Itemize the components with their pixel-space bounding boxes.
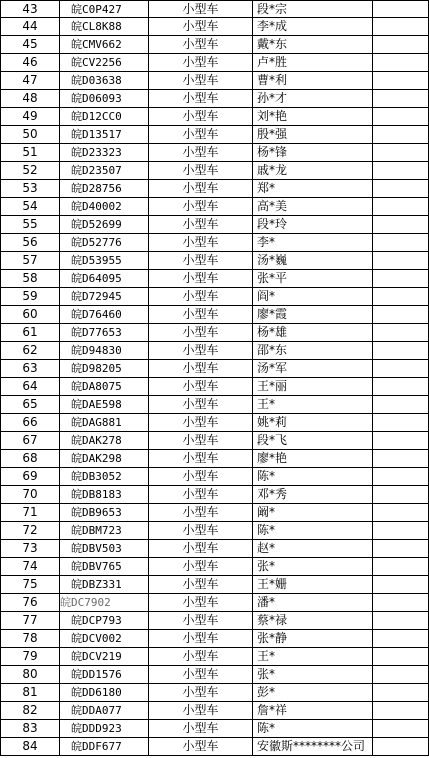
vehicle-type: 小型车 [148, 450, 253, 467]
table-row [0, 144, 429, 162]
owner-name: 杨*雄 [253, 324, 373, 341]
row-number: 46 [0, 54, 60, 71]
owner-name: 孙*才 [253, 90, 373, 107]
vehicle-type: 小型车 [148, 648, 253, 665]
empty-cell [373, 144, 429, 161]
row-number: 50 [0, 126, 60, 143]
empty-cell [373, 666, 429, 683]
empty-cell [373, 126, 429, 143]
owner-name: 卢*胜 [253, 54, 373, 71]
table-row [0, 594, 429, 612]
table-row [0, 252, 429, 270]
table-row [0, 666, 429, 684]
vehicle-type: 小型车 [148, 630, 253, 647]
table-row [0, 234, 429, 252]
plate-number: 皖D98205 [71, 362, 122, 375]
row-number: 53 [0, 180, 60, 197]
plate-number: 皖DAK298 [71, 452, 122, 465]
owner-name: 安徽斯********公司 [253, 738, 373, 755]
vehicle-type: 小型车 [148, 36, 253, 53]
owner-name: 张* [253, 558, 373, 575]
empty-cell [373, 432, 429, 449]
empty-cell [373, 576, 429, 593]
table-row [0, 162, 429, 180]
plate-number: 皖DB9653 [71, 506, 122, 519]
row-number: 68 [0, 450, 60, 467]
row-number: 77 [0, 612, 60, 629]
plate-number: 皖DDF677 [71, 740, 122, 753]
vehicle-type: 小型车 [148, 234, 253, 251]
table-row [0, 432, 429, 450]
owner-name: 邓*秀 [253, 486, 373, 503]
plate-number: 皖D76460 [71, 308, 122, 321]
empty-cell [373, 324, 429, 341]
owner-name: 陈* [253, 720, 373, 737]
plate-number: 皖D52699 [71, 218, 122, 231]
empty-cell [373, 216, 429, 233]
owner-name: 陈* [253, 468, 373, 485]
row-number: 76 [0, 594, 60, 611]
empty-cell [373, 72, 429, 89]
empty-cell [373, 630, 429, 647]
table-row [0, 288, 429, 306]
empty-cell [373, 558, 429, 575]
table-row [0, 270, 429, 288]
owner-name: 阎* [253, 288, 373, 305]
row-number: 54 [0, 198, 60, 215]
table-row [0, 576, 429, 594]
vehicle-type: 小型车 [148, 1, 253, 18]
plate-number: 皖DBZ331 [71, 578, 122, 591]
owner-name: 王* [253, 396, 373, 413]
vehicle-type: 小型车 [148, 360, 253, 377]
table-row [0, 324, 429, 342]
owner-name: 邵*东 [253, 342, 373, 359]
vehicle-type: 小型车 [148, 558, 253, 575]
table-row [0, 468, 429, 486]
plate-number: 皖D23323 [71, 146, 122, 159]
empty-cell [373, 396, 429, 413]
empty-cell [373, 378, 429, 395]
plate-number: 皖DBV765 [71, 560, 122, 573]
row-number: 69 [0, 468, 60, 485]
row-number: 44 [0, 18, 60, 35]
table-row [0, 414, 429, 432]
owner-name: 段*飞 [253, 432, 373, 449]
owner-name: 殷*强 [253, 126, 373, 143]
empty-cell [373, 720, 429, 737]
table-row [0, 648, 429, 666]
row-number: 81 [0, 684, 60, 701]
vehicle-type: 小型车 [148, 18, 253, 35]
owner-name: 汤*军 [253, 360, 373, 377]
table-row [0, 342, 429, 360]
empty-cell [373, 360, 429, 377]
empty-cell [373, 414, 429, 431]
vehicle-type: 小型车 [148, 612, 253, 629]
row-number: 78 [0, 630, 60, 647]
plate-number: 皖CV2256 [71, 56, 122, 69]
table-row [0, 702, 429, 720]
table-row [0, 108, 429, 126]
owner-name: 廖*霞 [253, 306, 373, 323]
owner-name: 李* [253, 234, 373, 251]
row-number: 57 [0, 252, 60, 269]
vehicle-type: 小型车 [148, 54, 253, 71]
vehicle-type: 小型车 [148, 522, 253, 539]
row-number: 48 [0, 90, 60, 107]
plate-number: 皖DBM723 [71, 524, 122, 537]
table-row [0, 306, 429, 324]
owner-name: 阚* [253, 504, 373, 521]
vehicle-type: 小型车 [148, 684, 253, 701]
owner-name: 段*宗 [253, 1, 373, 18]
owner-name: 张*平 [253, 270, 373, 287]
empty-cell [373, 108, 429, 125]
table-row [0, 198, 429, 216]
vehicle-type: 小型车 [148, 198, 253, 215]
owner-name: 詹*祥 [253, 702, 373, 719]
row-number: 61 [0, 324, 60, 341]
table-row [0, 522, 429, 540]
row-number: 62 [0, 342, 60, 359]
vehicle-type: 小型车 [148, 486, 253, 503]
table-row [0, 720, 429, 738]
plate-number: 皖DA8075 [71, 380, 122, 393]
owner-name: 张* [253, 666, 373, 683]
table-row [0, 504, 429, 522]
row-number: 70 [0, 486, 60, 503]
row-number: 84 [0, 738, 60, 755]
table-row [0, 558, 429, 576]
plate-number: 皖D03638 [71, 74, 122, 87]
plate-number: 皖DDD923 [71, 722, 122, 735]
row-number: 73 [0, 540, 60, 557]
plate-number: 皖D94830 [71, 344, 122, 357]
owner-name: 汤*巍 [253, 252, 373, 269]
row-number: 66 [0, 414, 60, 431]
table-row [0, 378, 429, 396]
empty-cell [373, 594, 429, 611]
vehicle-type: 小型车 [148, 288, 253, 305]
vehicle-type: 小型车 [148, 324, 253, 341]
table-row [0, 684, 429, 702]
row-number: 56 [0, 234, 60, 251]
vehicle-type: 小型车 [148, 252, 253, 269]
vehicle-type: 小型车 [148, 738, 253, 755]
vehicle-type: 小型车 [148, 432, 253, 449]
table-row [0, 126, 429, 144]
table-row [0, 360, 429, 378]
table-row [0, 396, 429, 414]
empty-cell [373, 306, 429, 323]
vehicle-type: 小型车 [148, 396, 253, 413]
row-number: 64 [0, 378, 60, 395]
row-number: 55 [0, 216, 60, 233]
row-number: 83 [0, 720, 60, 737]
plate-number: 皖CMV662 [71, 38, 122, 51]
row-number: 47 [0, 72, 60, 89]
row-number: 82 [0, 702, 60, 719]
empty-cell [373, 612, 429, 629]
owner-name: 王* [253, 648, 373, 665]
plate-number: 皖DD1576 [71, 668, 122, 681]
vehicle-type: 小型车 [148, 540, 253, 557]
plate-number: 皖D12CC0 [71, 110, 122, 123]
row-number: 72 [0, 522, 60, 539]
plate-number: 皖DD6180 [71, 686, 122, 699]
vehicle-type: 小型车 [148, 666, 253, 683]
empty-cell [373, 1, 429, 18]
empty-cell [373, 198, 429, 215]
row-number: 59 [0, 288, 60, 305]
table-row [0, 36, 429, 54]
empty-cell [373, 486, 429, 503]
plate-number: 皖DCV002 [71, 632, 122, 645]
owner-name: 杨*锋 [253, 144, 373, 161]
plate-number: 皖DAK278 [71, 434, 122, 447]
plate-number: 皖DAE598 [71, 398, 122, 411]
row-number: 79 [0, 648, 60, 665]
row-number: 71 [0, 504, 60, 521]
owner-name: 潘* [253, 594, 373, 611]
vehicle-type: 小型车 [148, 90, 253, 107]
row-number: 75 [0, 576, 60, 593]
plate-number: 皖DB3052 [71, 470, 122, 483]
owner-name: 赵* [253, 540, 373, 557]
row-number: 63 [0, 360, 60, 377]
empty-cell [373, 684, 429, 701]
row-number: 49 [0, 108, 60, 125]
plate-number: 皖DCP793 [71, 614, 122, 627]
row-number: 65 [0, 396, 60, 413]
empty-cell [373, 90, 429, 107]
empty-cell [373, 270, 429, 287]
owner-name: 王*丽 [253, 378, 373, 395]
owner-name: 彭* [253, 684, 373, 701]
empty-cell [373, 540, 429, 557]
plate-number: 皖D23507 [71, 164, 122, 177]
empty-cell [373, 180, 429, 197]
plate-number: 皖DDA077 [71, 704, 122, 717]
vehicle-type: 小型车 [148, 162, 253, 179]
empty-cell [373, 522, 429, 539]
vehicle-type: 小型车 [148, 576, 253, 593]
empty-cell [373, 342, 429, 359]
plate-number: 皖C0P427 [71, 3, 122, 16]
table-row [0, 0, 429, 18]
empty-cell [373, 468, 429, 485]
plate-number: 皖DB8183 [71, 488, 122, 501]
row-number: 45 [0, 36, 60, 53]
empty-cell [373, 702, 429, 719]
table-row [0, 216, 429, 234]
owner-name: 高*美 [253, 198, 373, 215]
owner-name: 曹*利 [253, 72, 373, 89]
empty-cell [373, 648, 429, 665]
table-row [0, 630, 429, 648]
plate-number: 皖D53955 [71, 254, 122, 267]
plate-number: 皖D72945 [71, 290, 122, 303]
owner-name: 李*成 [253, 18, 373, 35]
row-number: 74 [0, 558, 60, 575]
owner-name: 王*姗 [253, 576, 373, 593]
vehicle-type: 小型车 [148, 594, 253, 611]
plate-number: 皖D40002 [71, 200, 122, 213]
vehicle-type: 小型车 [148, 378, 253, 395]
empty-cell [373, 252, 429, 269]
table-row [0, 486, 429, 504]
plate-number: 皖D52776 [71, 236, 122, 249]
plate-number: 皖D06093 [71, 92, 122, 105]
empty-cell [373, 450, 429, 467]
owner-name: 蔡*禄 [253, 612, 373, 629]
row-number: 58 [0, 270, 60, 287]
plate-number: 皖DBV503 [71, 542, 122, 555]
row-number: 51 [0, 144, 60, 161]
row-number: 60 [0, 306, 60, 323]
table-row [0, 54, 429, 72]
table-row [0, 738, 429, 756]
vehicle-type: 小型车 [148, 126, 253, 143]
vehicle-type: 小型车 [148, 504, 253, 521]
vehicle-type: 小型车 [148, 702, 253, 719]
vehicle-type: 小型车 [148, 468, 253, 485]
vehicle-type: 小型车 [148, 144, 253, 161]
empty-cell [373, 738, 429, 755]
empty-cell [373, 504, 429, 521]
row-number: 52 [0, 162, 60, 179]
row-number: 67 [0, 432, 60, 449]
empty-cell [373, 288, 429, 305]
owner-name: 陈* [253, 522, 373, 539]
plate-number: 皖D77653 [71, 326, 122, 339]
row-number: 80 [0, 666, 60, 683]
owner-name: 刘*艳 [253, 108, 373, 125]
vehicle-type: 小型车 [148, 72, 253, 89]
empty-cell [373, 54, 429, 71]
table-row [0, 450, 429, 468]
vehicle-type: 小型车 [148, 180, 253, 197]
owner-name: 郑* [253, 180, 373, 197]
empty-cell [373, 162, 429, 179]
vehicle-type: 小型车 [148, 306, 253, 323]
plate-number: 皖DC7902 [60, 596, 111, 609]
empty-cell [373, 36, 429, 53]
owner-name: 张*静 [253, 630, 373, 647]
owner-name: 姚*莉 [253, 414, 373, 431]
vehicle-type: 小型车 [148, 720, 253, 737]
vehicle-type: 小型车 [148, 342, 253, 359]
plate-number: 皖D64095 [71, 272, 122, 285]
plate-number: 皖D28756 [71, 182, 122, 195]
owner-name: 段*玲 [253, 216, 373, 233]
plate-number: 皖DCV219 [71, 650, 122, 663]
vehicle-type: 小型车 [148, 216, 253, 233]
row-number: 43 [0, 1, 60, 18]
plate-number: 皖DAG881 [71, 416, 122, 429]
vehicle-type: 小型车 [148, 108, 253, 125]
table-row [0, 72, 429, 90]
table-row [0, 90, 429, 108]
owner-name: 戚*龙 [253, 162, 373, 179]
empty-cell [373, 234, 429, 251]
table-row [0, 180, 429, 198]
table-row [0, 540, 429, 558]
owner-name: 戴*东 [253, 36, 373, 53]
empty-cell [373, 18, 429, 35]
owner-name: 廖*艳 [253, 450, 373, 467]
vehicle-type: 小型车 [148, 414, 253, 431]
vehicle-type: 小型车 [148, 270, 253, 287]
table-row [0, 612, 429, 630]
plate-number: 皖D13517 [71, 128, 122, 141]
table-row [0, 18, 429, 36]
plate-number: 皖CL8K88 [71, 20, 122, 33]
